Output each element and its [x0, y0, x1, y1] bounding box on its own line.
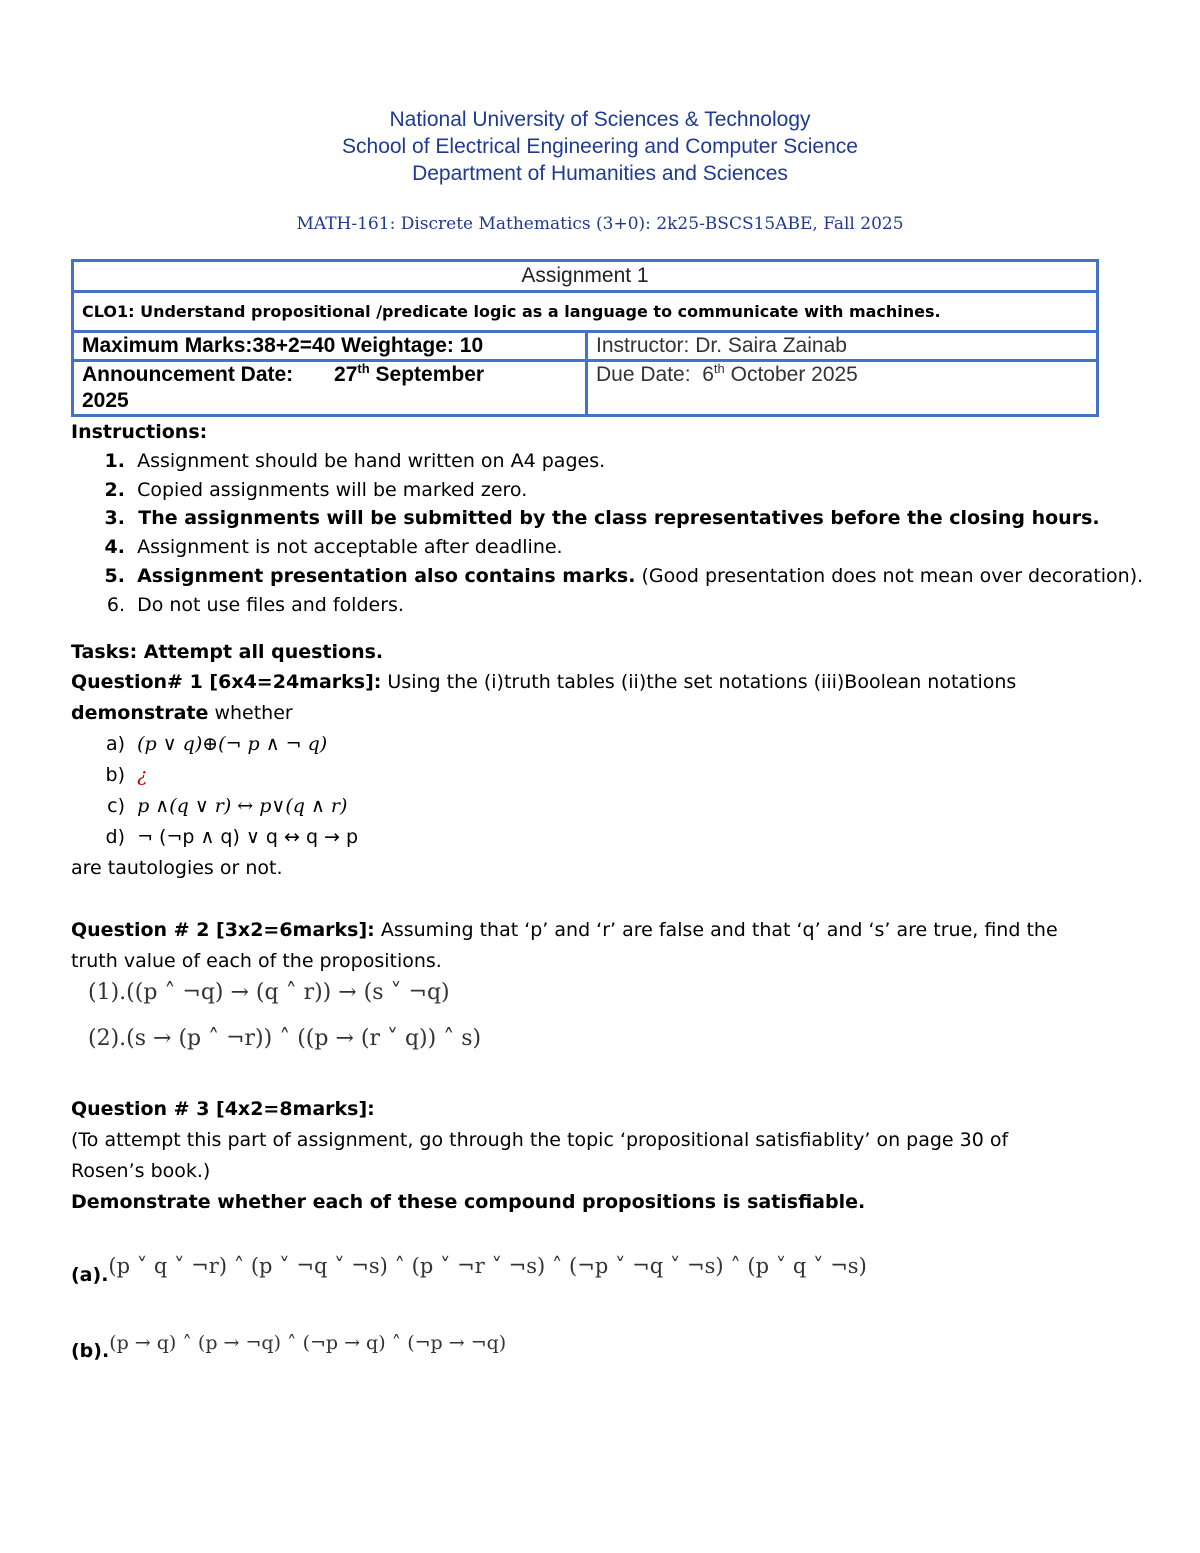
announcement-day: 27	[334, 363, 358, 386]
instruction-number: 4.	[104, 536, 125, 558]
instruction-text: Do not use files and folders.	[137, 594, 404, 616]
instruction-number: 2.	[104, 479, 125, 501]
question-1-text: Using the (i)truth tables (ii)the set notations (iii)Boolean notations	[381, 671, 1017, 693]
question-1-item	[71, 826, 358, 848]
item-expression: ¿	[137, 764, 148, 786]
due-day: 6	[702, 363, 714, 386]
instruction-item	[71, 594, 404, 616]
instructions-heading: Instructions:	[71, 421, 208, 443]
instructor: Instructor: Dr. Saira Zainab	[587, 332, 1098, 361]
question-3-note-2: Rosen’s book.)	[71, 1160, 211, 1182]
instruction-text: (Good presentation does not mean over decoration).	[635, 565, 1144, 587]
course-title: MATH-161: Discrete Mathematics (3+0): 2k25-BSCS15ABE, Fall 2025	[296, 214, 904, 234]
assignment-info-table	[71, 259, 1099, 417]
department-name: Department of Humanities and Sciences	[412, 162, 788, 185]
part-b-label: (b).	[71, 1340, 110, 1362]
announcement-label: Announcement Date:	[82, 363, 294, 386]
instruction-text: Assignment should be hand written on A4 pages.	[137, 450, 606, 472]
question-2-line	[71, 919, 1058, 941]
assignment-title: Assignment 1	[73, 261, 1098, 292]
announcement-date	[73, 361, 587, 416]
instruction-text-bold: Assignment presentation also contains marks.	[137, 565, 636, 587]
instruction-item	[71, 479, 527, 501]
question-3-label: Question # 3 [4x2=8marks]:	[71, 1098, 375, 1120]
question-1-line	[71, 671, 1016, 693]
item-label: c)	[107, 795, 125, 817]
tasks-heading: Tasks: Attempt all questions.	[71, 641, 384, 663]
instruction-item	[71, 450, 605, 472]
question-1-label: Question# 1 [6x4=24marks]:	[71, 671, 382, 693]
question-3-note-1: (To attempt this part of assignment, go through the topic ‘propositional satisfiablity’ on page 30 of	[71, 1129, 1009, 1151]
announcement-month: September	[375, 363, 485, 386]
question-1-item	[71, 795, 347, 817]
question-1-item	[71, 733, 327, 755]
instruction-item	[71, 565, 1143, 587]
question-1-demonstrate: demonstrate	[71, 702, 209, 724]
question-2-label: Question # 2 [3x2=6marks]:	[71, 919, 375, 941]
question-1-line2	[71, 702, 293, 724]
part-b-expression: (p → q) ˄ (p → ¬q) ˄ (¬p → q) ˄ (¬p → ¬q)	[109, 1332, 507, 1354]
school-name: School of Electrical Engineering and Computer Science	[342, 135, 858, 158]
due-date	[587, 361, 1098, 416]
instruction-number: 6.	[106, 594, 125, 616]
item-expression: p ∧(q ∨ r) ↔ p∨(q ∧ r)	[137, 795, 348, 817]
due-sup: th	[713, 361, 725, 376]
question-2-text: Assuming that ‘p’ and ‘r’ are false and that ‘q’ and ‘s’ are true, find the	[374, 919, 1058, 941]
university-name: National University of Sciences & Technology	[389, 108, 811, 131]
question-1-whether: whether	[208, 702, 293, 724]
item-label: d)	[105, 826, 125, 848]
announcement-sup: th	[357, 361, 370, 376]
instruction-text: Assignment is not acceptable after deadline.	[137, 536, 563, 558]
item-expression: ¬ (¬p ∧ q) ∨ q ↔ q → p	[137, 826, 359, 848]
due-label: Due Date:	[596, 363, 691, 386]
instruction-text: Copied assignments will be marked zero.	[137, 479, 528, 501]
part-a-label: (a).	[71, 1264, 109, 1286]
announcement-year: 2025	[82, 389, 129, 412]
question-3-part-a	[71, 1254, 867, 1286]
question-1-item	[71, 764, 147, 786]
question-3-part-b	[71, 1332, 506, 1362]
due-rest: October 2025	[730, 363, 858, 386]
instruction-item	[71, 536, 563, 558]
instruction-number: 1.	[104, 450, 125, 472]
instruction-text: The assignments will be submitted by the class representatives before the closing hours.	[138, 507, 1100, 529]
instruction-item	[71, 507, 1100, 529]
instruction-number: 5.	[104, 565, 125, 587]
maximum-marks: Maximum Marks:38+2=40 Weightage: 10	[73, 332, 587, 361]
item-label: b)	[105, 764, 125, 786]
item-label: a)	[105, 733, 125, 755]
question-2-formula-1: (1).((p ˄ ¬q) → (q ˄ r)) → (s ˅ ¬q)	[88, 980, 450, 1005]
question-2-formula-2: (2).(s → (p ˄ ¬r)) ˄ ((p → (r ˅ q)) ˄ s)	[88, 1026, 482, 1051]
item-expression: (p ∨ q)⊕(¬ p ∧ ¬ q)	[137, 733, 328, 755]
instruction-number: 3.	[104, 507, 125, 529]
part-a-expression: (p ˅ q ˅ ¬r) ˄ (p ˅ ¬q ˅ ¬s) ˄ (p ˅ ¬r ˅ ¬s) ˄ (¬p ˅ ¬q ˅ ¬s) ˄ (p ˅ q ˅ ¬s)	[108, 1254, 867, 1278]
question-2-line2: truth value of each of the propositions.	[71, 950, 442, 972]
question-3-demonstrate: Demonstrate whether each of these compound propositions is satisfiable.	[71, 1191, 866, 1213]
clo-statement: CLO1: Understand propositional /predicate logic as a language to communicate with machines.	[73, 292, 1098, 332]
question-1-footer: are tautologies or not.	[71, 857, 283, 879]
